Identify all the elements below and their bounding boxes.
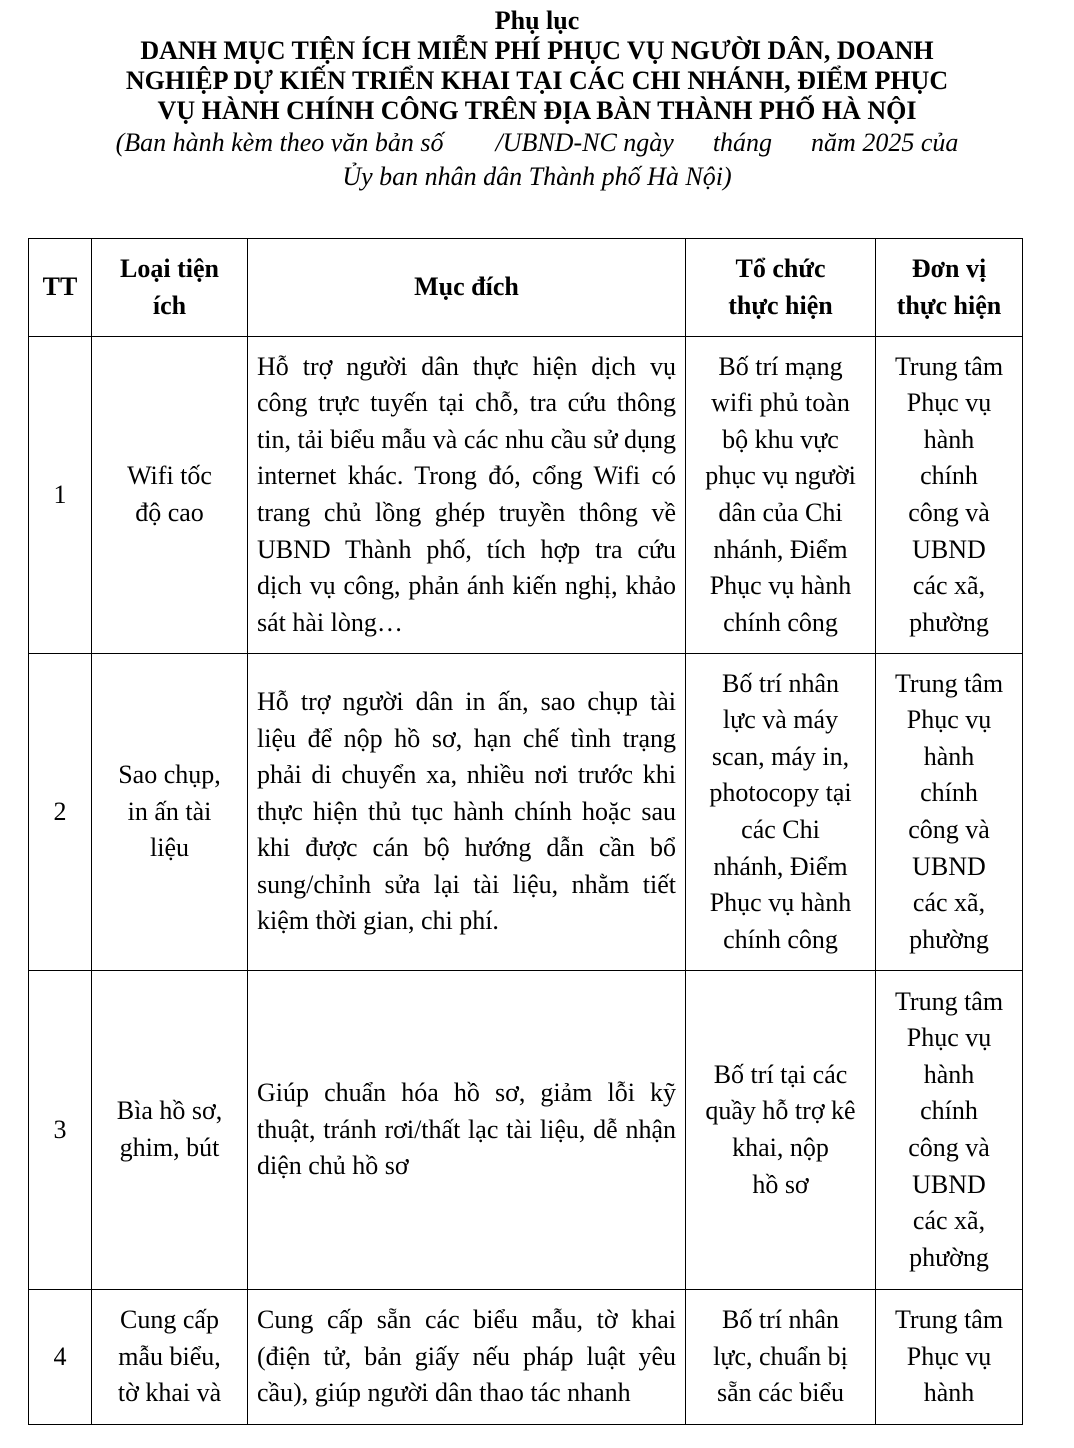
row-org-line: lực và máy	[722, 705, 839, 735]
row-unit	[876, 971, 1023, 1290]
row-unit-line: hành	[923, 424, 975, 454]
subtitle-line: (Ban hành kèm theo văn bản số /UBND-NC ngày tháng năm 2025 của	[115, 128, 959, 157]
row-org-line: bộ khu vực	[722, 424, 839, 454]
row-tt: 1	[29, 337, 92, 654]
row-type-line: liệu	[150, 833, 189, 863]
row-unit	[876, 654, 1023, 971]
row-org-line: khai, nộp	[732, 1133, 829, 1162]
row-org-line: các Chi	[741, 815, 820, 844]
row-type	[92, 337, 248, 654]
row-unit-line: chính	[920, 1096, 978, 1126]
row-unit-line: chính	[920, 778, 978, 808]
row-org	[686, 1290, 876, 1425]
row-unit	[876, 337, 1023, 654]
row-type-line: Wifi tốc	[127, 461, 212, 491]
subtitle-line: Ủy ban nhân dân Thành phố Hà Nội)	[342, 162, 732, 191]
header-unit	[876, 239, 1023, 337]
amenities-table	[28, 238, 1023, 1425]
table-row	[29, 337, 1023, 654]
row-unit-line: Trung tâm	[894, 351, 1004, 381]
table-row	[29, 1290, 1023, 1425]
row-org-line: chính công	[723, 607, 838, 637]
row-org-line: chính công	[723, 924, 838, 954]
row-type-line: in ấn tài	[127, 796, 212, 826]
row-unit-line: hành	[923, 1059, 975, 1089]
table-header-row	[29, 239, 1023, 337]
row-org-line: photocopy tại	[709, 778, 852, 808]
title-line: DANH MỤC TIỆN ÍCH MIỄN PHÍ PHỤC VỤ NGƯỜI DÂN, DOANH	[140, 36, 934, 65]
title-line: NGHIỆP DỰ KIẾN TRIỂN KHAI TẠI CÁC CHI NHÁNH, ĐIỂM PHỤC	[125, 66, 949, 95]
row-unit-line: Phục vụ	[906, 1023, 992, 1053]
row-unit-line: Trung tâm	[894, 986, 1004, 1016]
row-unit-line: các xã,	[912, 571, 986, 601]
header-unit-line: thực hiện	[896, 290, 1002, 320]
row-org-line: lực, chuẩn bị	[713, 1341, 848, 1371]
appendix-label: Phụ lục	[494, 6, 580, 35]
header-tt: TT	[29, 239, 92, 337]
row-unit-line: Trung tâm	[894, 1305, 1004, 1334]
row-unit-line: Phục vụ	[906, 388, 992, 418]
row-unit-line: công và	[908, 498, 990, 527]
row-org-line: sẵn các biểu	[716, 1378, 845, 1408]
row-org-line: nhánh, Điểm	[713, 851, 848, 881]
row-type-line: mẫu biểu,	[118, 1341, 221, 1371]
row-org	[686, 654, 876, 971]
row-purpose: Giúp chuẩn hóa hồ sơ, giảm lỗi kỹ thuật, tránh rơi/thất lạc tài liệu, dễ nhận diện chủ hồ sơ	[248, 971, 686, 1290]
row-unit-line: công và	[908, 815, 990, 844]
row-unit-line: Phục vụ	[906, 705, 992, 735]
header-type	[92, 239, 248, 337]
header-unit-line: Đơn vị	[911, 253, 987, 283]
row-tt: 3	[29, 971, 92, 1290]
row-org-line: quầy hỗ trợ kê	[705, 1096, 856, 1126]
row-purpose: Hỗ trợ người dân in ấn, sao chụp tài liệu để nộp hồ sơ, hạn chế tình trạng phải di chuyển xa, nhiều nơi trước khi thực hiện thủ tục hành chính hoặc sau khi được cán bộ hướng dẫn cần bổ sung/chỉnh sửa lại tài liệu, nhằm tiết kiệm thời gian, chi phí.	[248, 654, 686, 971]
row-unit-line: UBND	[912, 851, 986, 881]
row-tt: 2	[29, 654, 92, 971]
row-unit-line: các xã,	[912, 1206, 986, 1236]
row-unit-line: hành	[923, 741, 975, 771]
row-unit-line: phường	[909, 1242, 989, 1272]
row-type-line: Cung cấp	[120, 1305, 219, 1334]
row-org-line: Bố trí tại các	[713, 1059, 848, 1089]
header-type-line: Loại tiện	[120, 253, 219, 283]
row-unit-line: các xã,	[912, 888, 986, 918]
row-unit	[876, 1290, 1023, 1425]
row-type-line: ghim, bút	[119, 1133, 220, 1162]
row-org-line: wifi phủ toàn	[711, 388, 850, 418]
row-org-line: dân của Chi	[718, 498, 843, 527]
row-unit-line: UBND	[912, 534, 986, 564]
document-header	[0, 6, 1074, 194]
row-type-line: Sao chụp,	[118, 760, 221, 790]
row-org-line: Phục vụ hành	[709, 571, 852, 601]
row-org-line: Bố trí nhân	[722, 668, 839, 698]
row-unit-line: Phục vụ	[906, 1341, 992, 1371]
row-org	[686, 337, 876, 654]
row-org-line: nhánh, Điểm	[713, 534, 848, 564]
row-org-line: scan, máy in,	[711, 741, 850, 771]
row-tt: 4	[29, 1290, 92, 1425]
row-org-line: phục vụ người	[705, 461, 856, 491]
row-unit-line: phường	[909, 924, 989, 954]
row-org	[686, 971, 876, 1290]
header-org-line: Tổ chức	[735, 253, 826, 283]
row-unit-line: công và	[908, 1133, 990, 1162]
row-purpose: Hỗ trợ người dân thực hiện dịch vụ công trực tuyến tại chỗ, tra cứu thông tin, tải biểu mẫu và các nhu cầu sử dụng internet khác. Trong đó, cổng Wifi có trang chủ lồng ghép truyền thông về UBND Thành phố, tích hợp tra cứu dịch vụ công, phản ánh kiến nghị, khảo sát hài lòng…	[248, 337, 686, 654]
row-type	[92, 654, 248, 971]
header-type-line: ích	[152, 290, 187, 320]
title-line: VỤ HÀNH CHÍNH CÔNG TRÊN ĐỊA BÀN THÀNH PHỐ HÀ NỘI	[157, 96, 917, 125]
row-type-line: Bìa hồ sơ,	[116, 1096, 223, 1126]
table-row	[29, 971, 1023, 1290]
row-org-line: Bố trí mạng	[718, 351, 843, 381]
row-type	[92, 1290, 248, 1425]
row-type-line: tờ khai và	[117, 1378, 222, 1408]
header-org-line: thực hiện	[728, 290, 833, 320]
row-type-line: độ cao	[135, 498, 204, 527]
row-unit-line: UBND	[912, 1169, 986, 1199]
header-purpose: Mục đích	[248, 239, 686, 337]
table-row	[29, 654, 1023, 971]
row-org-line: hồ sơ	[752, 1169, 809, 1199]
row-unit-line: chính	[920, 461, 978, 491]
row-purpose: Cung cấp sẵn các biểu mẫu, tờ khai (điện tử, bản giấy nếu pháp luật yêu cầu), giúp người dân thao tác nhanh	[248, 1290, 686, 1425]
row-unit-line: Trung tâm	[894, 668, 1004, 698]
row-org-line: Phục vụ hành	[709, 888, 852, 918]
row-org-line: Bố trí nhân	[722, 1305, 839, 1334]
header-org	[686, 239, 876, 337]
row-unit-line: hành	[923, 1378, 975, 1408]
row-unit-line: phường	[909, 607, 989, 637]
row-type	[92, 971, 248, 1290]
